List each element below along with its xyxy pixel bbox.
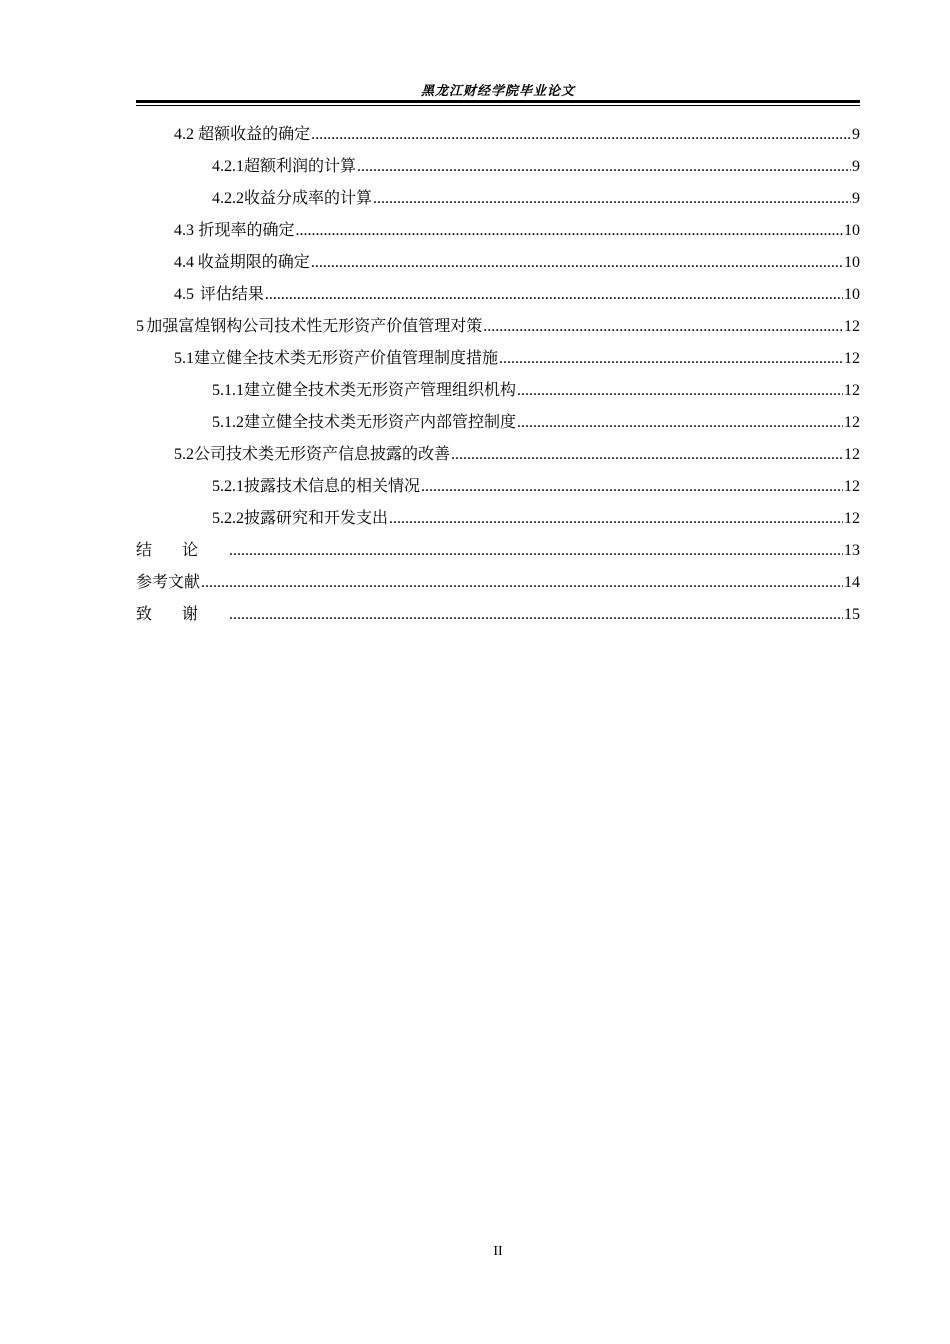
toc-entry-label: 披露技术信息的相关情况: [244, 476, 421, 495]
toc-entry[interactable]: [136, 406, 860, 438]
toc-entry-references[interactable]: [136, 566, 860, 598]
toc-entry-page: 10: [844, 254, 860, 271]
toc-entry-page: 10: [844, 286, 860, 303]
toc-entry-conclusion[interactable]: [136, 534, 860, 566]
toc-entry[interactable]: [136, 470, 860, 502]
toc-leader-dots: [229, 535, 843, 567]
toc-entry-label: 超额利润的计算: [244, 156, 357, 175]
toc-entry-label: 结论: [136, 540, 229, 559]
toc-entry[interactable]: [136, 182, 860, 214]
toc-entry-number: 4.2.1: [212, 158, 244, 175]
toc-entry-page: 13: [844, 542, 860, 559]
toc-entry-number: 5.1.2: [212, 414, 244, 431]
toc-entry-label: 加强富煌钢构公司技术性无形资产价值管理对策: [146, 316, 483, 335]
toc-entry-number: 4.5: [174, 286, 194, 303]
toc-entry-acknowledgements[interactable]: [136, 598, 860, 630]
toc-entry-label: 披露研究和开发支出: [244, 508, 389, 527]
toc-leader-dots: [357, 151, 851, 183]
toc-entry-number: 4.3: [174, 222, 194, 239]
toc-entry-page: 12: [844, 478, 860, 495]
toc-entry-page: 12: [844, 414, 860, 431]
toc-entry-number: 4.2.2: [212, 190, 244, 207]
toc-entry[interactable]: [136, 438, 860, 470]
toc-leader-dots: [311, 119, 851, 151]
toc-entry-label: 致谢: [136, 604, 229, 623]
toc-entry-page: 9: [852, 126, 860, 143]
header-rule-thick: [136, 100, 860, 103]
toc-entry[interactable]: [136, 118, 860, 150]
toc-entry-label: 建立健全技术类无形资产价值管理制度措施: [194, 348, 499, 367]
toc-entry-label: 超额收益的确定: [198, 124, 311, 143]
toc-entry[interactable]: [136, 214, 860, 246]
toc-entry[interactable]: [136, 310, 860, 342]
toc-leader-dots: [296, 215, 844, 247]
toc-leader-dots: [229, 599, 843, 631]
running-header-title: 黑龙江财经学院毕业论文: [420, 84, 575, 99]
toc-entry[interactable]: [136, 502, 860, 534]
toc-entry-page: 10: [844, 222, 860, 239]
toc-entry-label: 参考文献: [136, 572, 201, 591]
toc-entry[interactable]: [136, 278, 860, 310]
toc-entry-number: 4.4: [174, 254, 194, 271]
toc-entry-page: 12: [844, 318, 860, 335]
toc-entry-page: 15: [844, 606, 860, 623]
toc-leader-dots: [201, 567, 843, 599]
toc-entry-page: 12: [844, 382, 860, 399]
toc-leader-dots: [483, 311, 843, 343]
toc-entry-label: 收益分成率的计算: [244, 188, 373, 207]
toc-leader-dots: [499, 343, 843, 375]
table-of-contents: [136, 118, 860, 630]
toc-entry-page: 12: [844, 446, 860, 463]
toc-entry-page: 12: [844, 510, 860, 527]
toc-leader-dots: [265, 279, 843, 311]
toc-leader-dots: [373, 183, 851, 215]
toc-entry-number: 4.2: [174, 126, 194, 143]
toc-entry-page: 14: [844, 574, 860, 591]
toc-leader-dots: [389, 503, 843, 535]
toc-entry-number: 5.2.2: [212, 510, 244, 527]
toc-entry[interactable]: [136, 374, 860, 406]
toc-entry[interactable]: [136, 150, 860, 182]
toc-entry-number: 5.1: [174, 350, 194, 367]
toc-entry-label: 评估结果: [199, 284, 264, 303]
toc-entry-page: 12: [844, 350, 860, 367]
toc-entry[interactable]: [136, 342, 860, 374]
page-number: II: [493, 1244, 503, 1259]
toc-entry-label: 公司技术类无形资产信息披露的改善: [194, 444, 451, 463]
toc-leader-dots: [517, 375, 843, 407]
toc-entry-label: 建立健全技术类无形资产管理组织机构: [244, 380, 517, 399]
toc-entry-label: 建立健全技术类无形资产内部管控制度: [244, 412, 517, 431]
toc-entry-number: 5: [136, 318, 144, 335]
toc-leader-dots: [451, 439, 843, 471]
toc-entry-page: 9: [852, 158, 860, 175]
toc-entry-label: 收益期限的确定: [197, 252, 310, 271]
toc-entry-number: 5.2.1: [212, 478, 244, 495]
toc-leader-dots: [517, 407, 843, 439]
toc-entry-number: 5.1.1: [212, 382, 244, 399]
toc-entry[interactable]: [136, 246, 860, 278]
toc-entry-page: 9: [852, 190, 860, 207]
toc-leader-dots: [311, 247, 843, 279]
header-rule-thin: [136, 105, 860, 106]
toc-entry-label: 折现率的确定: [198, 220, 295, 239]
toc-leader-dots: [421, 471, 843, 503]
toc-entry-number: 5.2: [174, 446, 194, 463]
